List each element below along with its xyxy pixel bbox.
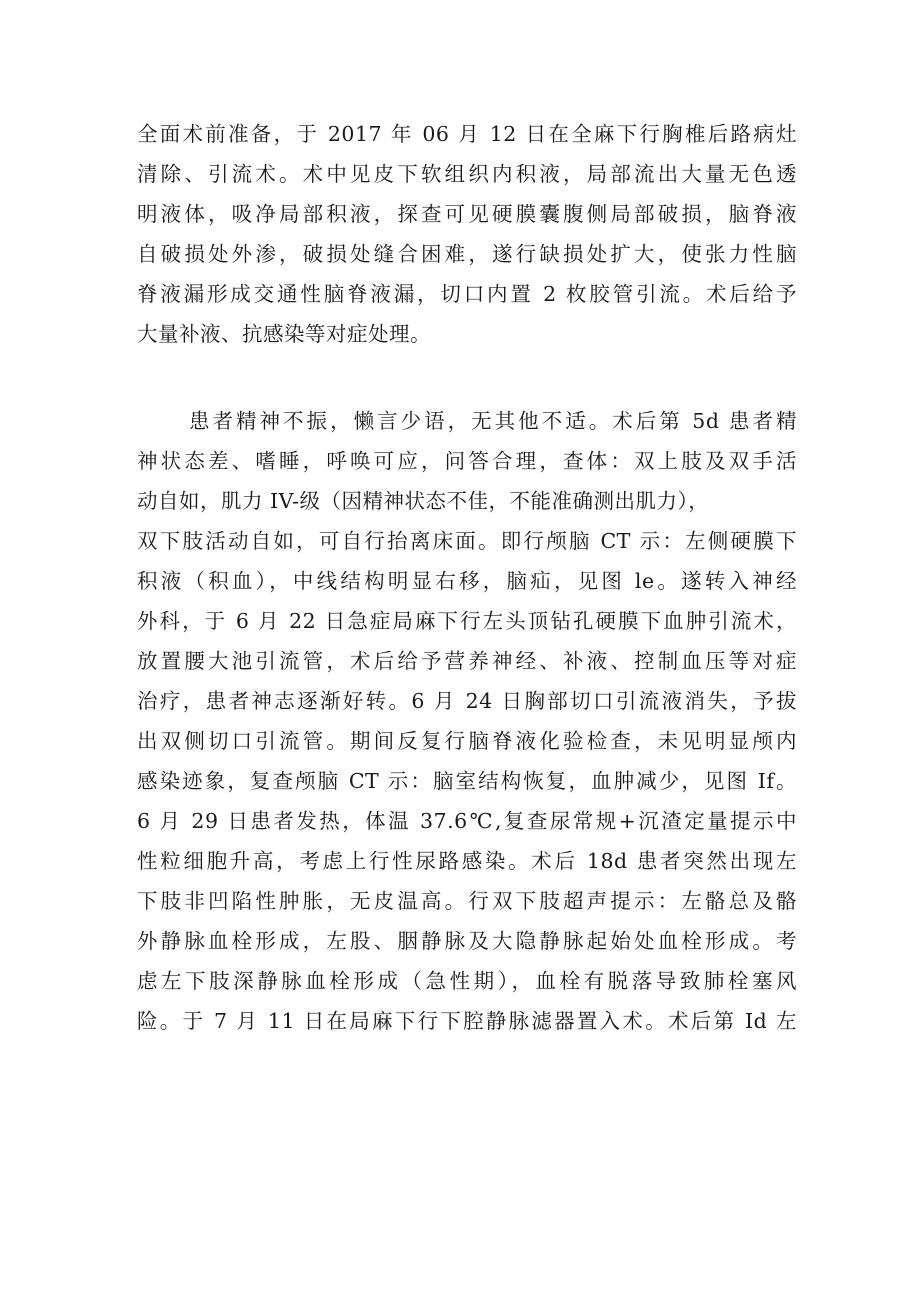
paragraph-2-line-11: 6 月 29 日患者发热，体温 37.6℃,复查尿常规+沉渣定量提示中 xyxy=(137,809,797,833)
paragraph-2-line-2: 神状态差、嗜睡，呼唤可应，问答合理，查体：双上肢及双手活 xyxy=(137,449,797,473)
paragraph-1-line-2: 清除、引流术。术中见皮下软组织内积液，局部流出大量无色透 xyxy=(137,162,797,186)
paragraph-2-line-7: 放置腰大池引流管，术后给予营养神经、补液、控制血压等对症 xyxy=(137,649,797,673)
paragraph-2-line-1: 患者精神不振，懒言少语，无其他不适。术后第 5d 患者精 xyxy=(189,409,797,433)
paragraph-1-line-1: 全面术前准备，于 2017 年 06 月 12 日在全麻下行胸椎后路病灶 xyxy=(137,122,797,146)
paragraph-2-line-14: 外静脉血栓形成，左股、胭静脉及大隐静脉起始处血栓形成。考 xyxy=(137,929,797,953)
paragraph-2-line-16: 险。于 7 月 11 日在局麻下行下腔静脉滤器置入术。术后第 Id 左 xyxy=(137,1009,797,1033)
paragraph-2-line-10: 感染迹象，复查颅脑 CT 示：脑室结构恢复，血肿减少，见图 If。 xyxy=(137,769,797,793)
paragraph-2-line-13: 下肢非凹陷性肿胀，无皮温高。行双下肢超声提示：左骼总及骼 xyxy=(137,889,797,913)
paragraph-2-line-9: 出双侧切口引流管。期间反复行脑脊液化验检查，未见明显颅内 xyxy=(137,729,797,753)
paragraph-1-line-5: 脊液漏形成交通性脑脊液漏，切口内置 2 枚胶管引流。术后给予 xyxy=(137,282,797,306)
paragraph-2-line-4: 双下肢活动自如，可自行抬离床面。即行颅脑 CT 示：左侧硬膜下 xyxy=(137,529,797,553)
paragraph-2-line-12: 性粒细胞升高，考虑上行性尿路感染。术后 18d 患者突然出现左 xyxy=(137,849,797,873)
paragraph-1-line-3: 明液体，吸净局部积液，探查可见硬膜囊腹侧局部破损，脑脊液 xyxy=(137,202,797,226)
paragraph-1-line-6: 大量补液、抗感染等对症处理。 xyxy=(137,322,431,346)
paragraph-2-line-8: 治疗，患者神志逐渐好转。6 月 24 日胸部切口引流液消失，予拔 xyxy=(137,689,797,713)
paragraph-2-line-6: 外科，于 6 月 22 日急症局麻下行左头顶钻孔硬膜下血肿引流术， xyxy=(137,609,797,633)
paragraph-2-line-3: 动自如，肌力 IV-级（因精神状态不佳，不能准确测出肌力）， xyxy=(137,489,710,513)
paragraph-2-line-15: 虑左下肢深静脉血栓形成（急性期），血栓有脱落导致肺栓塞风 xyxy=(137,969,797,993)
paragraph-1-line-4: 自破损处外渗，破损处缝合困难，遂行缺损处扩大，使张力性脑 xyxy=(137,242,797,266)
paragraph-2-line-5: 积液（积血），中线结构明显右移，脑疝，见图 le。遂转入神经 xyxy=(137,569,797,593)
